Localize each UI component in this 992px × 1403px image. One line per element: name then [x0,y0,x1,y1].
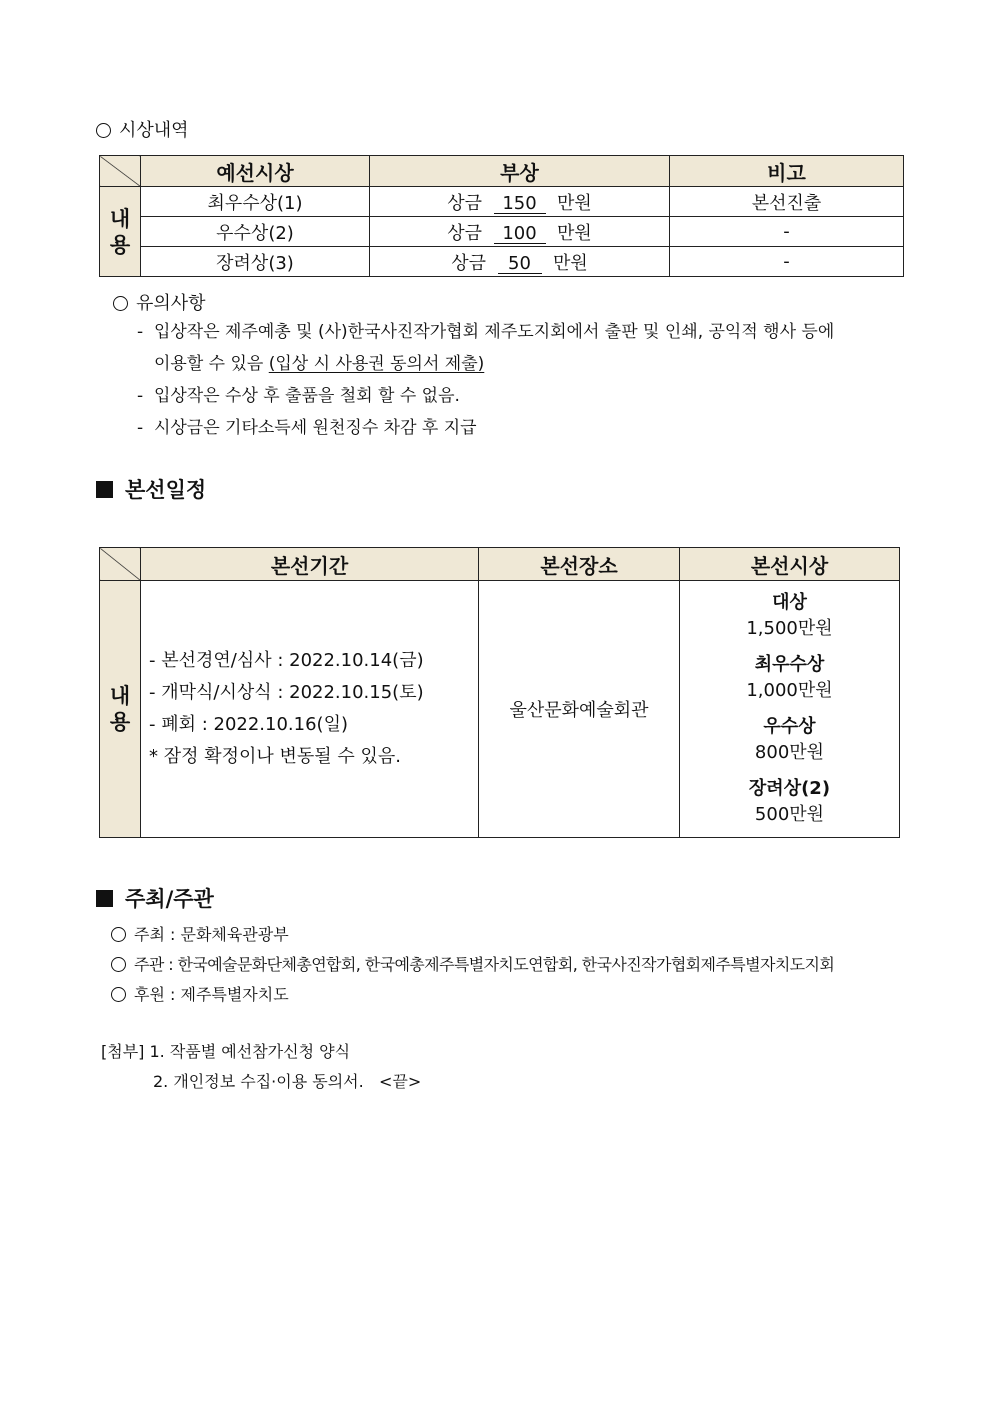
awards-heading: 시상내역 [96,116,189,142]
notes-list [137,316,907,444]
attachments [101,1037,801,1097]
finals-section-title: 본선일정 [96,474,206,504]
prize-name: 대상 [772,592,807,613]
prize-amount: 상금 150 만원 [370,187,670,217]
prize-amount: 800만원 [754,742,825,763]
venue: 울산문화예술회관 [479,581,680,838]
schedule-period [141,581,479,838]
prize-amount: 상금 50 만원 [370,247,670,277]
column-header: 예선시상 [141,156,370,187]
list-item: [첨부] 1. 작품별 예선참가신청 양식 [101,1042,351,1061]
list-item: 주최 : 문화체육관광부 [111,920,911,950]
list-item: 주관 : 한국예술문화단체총연합회, 한국예총제주특별자치도연합회, 한국사진작가협회제주특별자치도지회 [111,950,911,980]
row-side-label: 내 용 [100,581,141,838]
prize-amount: 상금 100 만원 [370,217,670,247]
table-row [100,187,904,217]
table-row [100,581,900,838]
prize-name: 우수상 [763,716,816,737]
finals-prizes [680,581,900,838]
circle-bullet-icon [113,296,128,311]
row-side-label: 내 용 [100,187,141,277]
square-bullet-icon [96,890,113,907]
circle-bullet-icon [111,987,126,1002]
attachments-label: [첨부] [101,1042,145,1061]
table-corner [100,156,141,187]
organizers-section-title: 주최/주관 [96,883,214,913]
award-name: 우수상(2) [141,217,370,247]
prize-amount: 1,000만원 [746,680,833,701]
table-row [100,217,904,247]
circle-bullet-icon [111,957,126,972]
column-header: 부상 [370,156,670,187]
table-row [100,247,904,277]
period-line: * 잠정 확정이나 변동될 수 있음. [149,746,401,767]
list-item: - 입상작은 수상 후 출품을 철회 할 수 없음. [137,386,460,406]
prize-amount: 1,500만원 [746,618,833,639]
preliminary-awards-table [99,155,904,277]
list-item: 2. 개인정보 수집·이용 동의서. <끝> [153,1072,422,1091]
end-mark: <끝> [378,1072,422,1091]
column-header: 비고 [670,156,904,187]
table-corner [100,548,141,581]
list-item: 이용할 수 있음 (입상 시 사용권 동의서 제출) [154,354,485,374]
circle-bullet-icon [96,123,111,138]
period-line: - 개막식/시상식 : 2022.10.15(토) [149,682,424,703]
award-name: 장려상(3) [141,247,370,277]
period-line: - 폐회 : 2022.10.16(일) [149,714,348,735]
square-bullet-icon [96,481,113,498]
list-item: - 시상금은 기타소득세 원천징수 차감 후 지급 [137,418,477,438]
list-item: - 입상작은 제주예총 및 (사)한국사진작가협회 제주도지회에서 출판 및 인쇄, 공익적 행사 등에 [137,322,835,342]
list-item: 후원 : 제주특별자치도 [111,980,911,1010]
prize-amount: 500만원 [754,804,825,825]
award-name: 최우수상(1) [141,187,370,217]
circle-bullet-icon [111,927,126,942]
prize-name: 장려상(2) [748,778,831,799]
column-header: 본선기간 [141,548,479,581]
finals-schedule-table [99,547,900,838]
column-header: 본선시상 [680,548,900,581]
award-note: - [670,247,904,277]
award-note: 본선진출 [670,187,904,217]
organizers-list [111,920,911,1010]
award-note: - [670,217,904,247]
notes-heading: 유의사항 [113,289,206,315]
column-header: 본선장소 [479,548,680,581]
period-line: - 본선경연/심사 : 2022.10.14(금) [149,650,424,671]
prize-name: 최우수상 [754,654,825,675]
